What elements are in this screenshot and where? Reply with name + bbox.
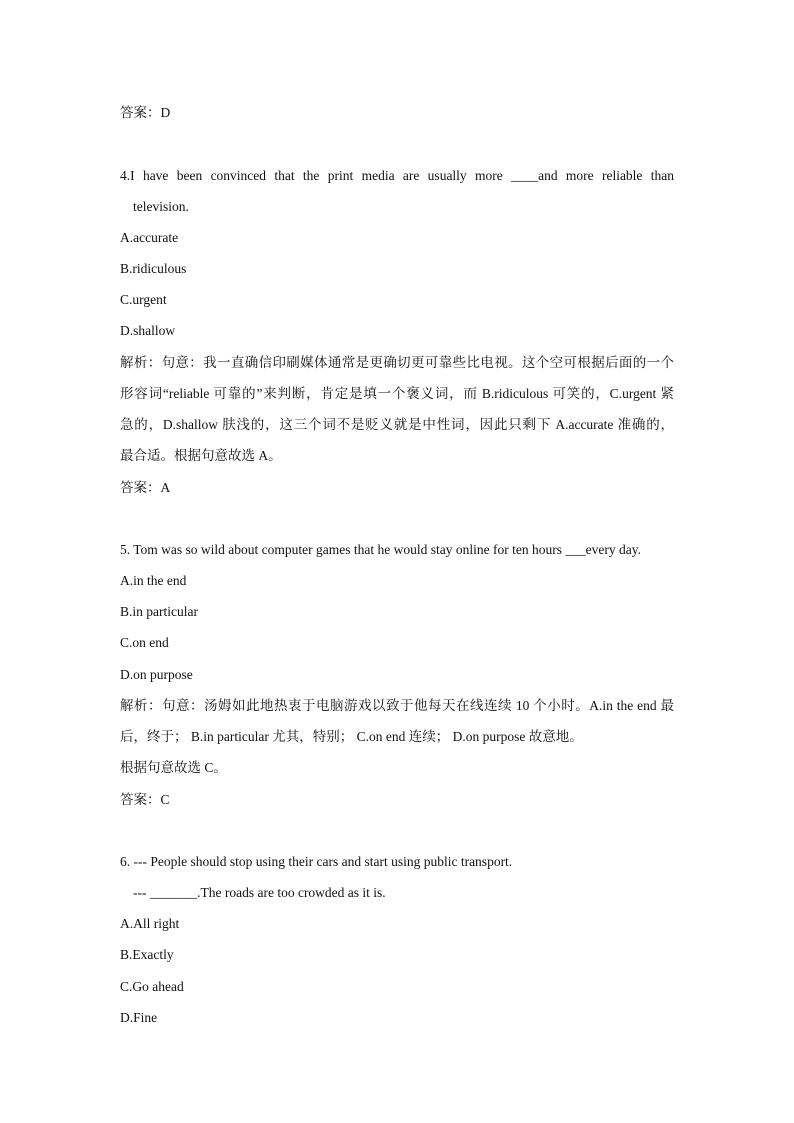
q4-answer: 答案：A: [120, 480, 171, 495]
q4-stem-line2: television.: [133, 199, 189, 214]
q5-option-b: B.in particular: [120, 604, 198, 619]
q4-option-c: C.urgent: [120, 292, 167, 307]
q5-analysis-line3: 根据句意故选 C。: [120, 760, 227, 775]
q6-stem-line2: --- _______.The roads are too crowded as it is.: [133, 885, 386, 900]
q6-option-a: A.All right: [120, 916, 180, 931]
q4-analysis-line4: 最合适。根据句意故选 A。: [120, 448, 282, 463]
answer-previous: 答案：D: [120, 105, 171, 120]
q5-option-d: D.on purpose: [120, 667, 193, 682]
q5-analysis-line2: 后，终于； B.in particular 尤其，特别； C.on end 连续； D.on purpose 故意地。: [120, 729, 583, 744]
q4-option-d: D.shallow: [120, 323, 176, 338]
q5-analysis-line1: 解析：句意：汤姆如此地热衷于电脑游戏以致于他每天在线连续 10 个小时。A.in the end 最: [120, 698, 674, 713]
q4-option-a: A.accurate: [120, 230, 179, 245]
q6-stem-line1: 6. --- People should stop using their cars and start using public transport.: [120, 854, 513, 869]
q5-option-c: C.on end: [120, 635, 169, 650]
q4-analysis-line2: 形容词“reliable 可靠的”来判断，肯定是填一个褒义词，而 B.ridiculous 可笑的，C.urgent 紧: [120, 386, 674, 401]
q4-analysis-line3: 急的，D.shallow 肤浅的，这三个词不是贬义就是中性词，因此只剩下 A.accurate 准确的，: [120, 417, 674, 432]
q5-stem: 5. Tom was so wild about computer games that he would stay online for ten hours ___every day.: [120, 542, 641, 557]
q6-option-d: D.Fine: [120, 1010, 158, 1025]
q4-analysis-line1: 解析：句意：我一直确信印刷媒体通常是更确切更可靠些比电视。这个空可根据后面的一个: [120, 355, 674, 370]
q4-stem-line1: 4.I have been convinced that the print media are usually more ____and more reliable than: [120, 168, 674, 183]
q6-option-b: B.Exactly: [120, 947, 174, 962]
q5-option-a: A.in the end: [120, 573, 187, 588]
q5-answer: 答案：C: [120, 792, 170, 807]
q6-option-c: C.Go ahead: [120, 979, 184, 994]
q4-option-b: B.ridiculous: [120, 261, 187, 276]
